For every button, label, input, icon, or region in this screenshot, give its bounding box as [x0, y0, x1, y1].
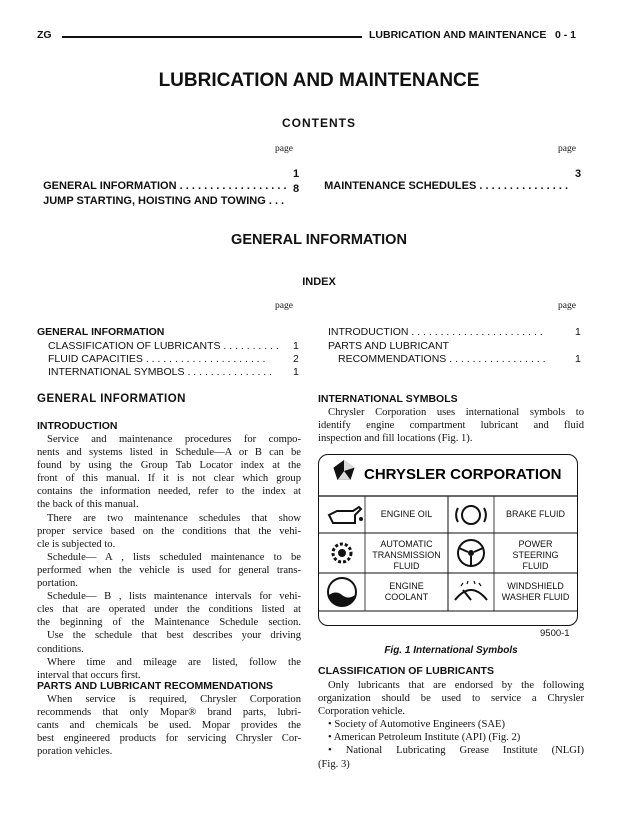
- introduction-text: [37, 433, 301, 682]
- toc-entry-jump-starting[interactable]: JUMP STARTING, HOISTING AND TOWING . . .: [43, 195, 285, 207]
- transmission-gear-icon: [333, 544, 351, 562]
- toc-page-maintenance-schedules: 3: [575, 168, 582, 180]
- index-page-label-right: page: [558, 301, 576, 311]
- left-main-heading: GENERAL INFORMATION: [37, 393, 186, 405]
- text-line: performed when the vehicle is used for general trans-: [37, 564, 301, 576]
- text-line: best engineered products for servicing Chrysler Cor-: [37, 733, 301, 745]
- classification-text: [318, 679, 584, 771]
- index-page-recommendations: 1: [575, 353, 581, 365]
- index-heading: INDEX: [302, 276, 336, 288]
- text-line: inspection and fill locations (Fig. 1).: [318, 433, 473, 445]
- intl-symbols-heading: INTERNATIONAL SYMBOLS: [318, 393, 458, 405]
- text-line: interval that occurs first.: [37, 669, 141, 681]
- label-engine-oil: ENGINE OIL: [380, 509, 433, 519]
- index-entry-international-symbols[interactable]: INTERNATIONAL SYMBOLS . . . . . . . . . . . . . . .: [48, 366, 273, 378]
- text-line: contains the information needed, refer to the index at: [37, 486, 301, 498]
- text-line: Schedule— A , lists scheduled maintenance to be: [47, 551, 301, 563]
- oil-can-icon: [329, 507, 363, 523]
- figure-caption: Fig. 1 International Symbols: [384, 645, 518, 656]
- index-page-fluid-capacities: 2: [293, 353, 299, 365]
- label-engine-coolant: ENGINE COOLANT: [384, 581, 429, 602]
- figure-brand: CHRYSLER CORPORATION: [364, 466, 562, 483]
- toc-entry-general-information[interactable]: GENERAL INFORMATION . . . . . . . . . . . . . . . . . .: [43, 180, 287, 192]
- text-line: Use the schedule that best describes your driving: [47, 630, 301, 642]
- international-symbols-figure: [318, 454, 578, 626]
- steering-wheel-icon: [458, 540, 484, 566]
- label-atf: AUTOMATIC TRANSMISSION FLUID: [372, 539, 441, 571]
- index-page-introduction: 1: [575, 326, 581, 338]
- text-line: Service and maintenance procedures for compo-: [47, 434, 301, 445]
- label-brake-fluid: BRAKE FLUID: [505, 509, 565, 519]
- text-line: cants and chemicals be used. Mopar provides the: [37, 720, 301, 732]
- text-line: the beginning of the Maintenance Schedule section.: [37, 617, 301, 629]
- contents-heading: CONTENTS: [282, 116, 356, 130]
- index-entry-parts-and-lubricant[interactable]: PARTS AND LUBRICANT: [328, 340, 449, 352]
- header-rule: [62, 36, 362, 38]
- text-line: the back of this manual.: [37, 499, 139, 511]
- label-power-steering: POWER STEERING FLUID: [512, 539, 559, 571]
- contents-page-label-left: page: [275, 144, 293, 154]
- text-line: nents and systems listed in Schedule—A or B can be: [37, 447, 301, 459]
- header-page-number: 0 - 1: [555, 29, 577, 41]
- parts-heading: PARTS AND LUBRICANT RECOMMENDATIONS: [37, 680, 274, 692]
- text-line: cles that are operated under the conditions listed at: [37, 604, 301, 616]
- text-line: • American Petroleum Institute (API) (Fig. 2): [328, 732, 521, 744]
- text-line: • National Lubricating Grease Institute (NLGI): [328, 745, 584, 757]
- parts-text: [37, 693, 301, 758]
- text-line: portation.: [37, 578, 78, 590]
- engine-coolant-icon: [328, 578, 356, 606]
- text-line: Chrysler Corporation uses international symbols to: [328, 407, 584, 418]
- text-line: identify engine compartment lubricant and fluid: [318, 420, 584, 432]
- windshield-washer-icon: [455, 581, 487, 600]
- text-line: cle is subjected to.: [37, 538, 116, 550]
- toc-entry-maintenance-schedules[interactable]: MAINTENANCE SCHEDULES . . . . . . . . . . . . . . .: [324, 180, 568, 192]
- text-line: poration vehicles.: [37, 746, 113, 758]
- text-line: Only lubricants that are endorsed by the following: [328, 680, 584, 691]
- intl-symbols-text: [318, 406, 584, 445]
- index-page-international-symbols: 1: [293, 366, 299, 378]
- index-entry-general-information: GENERAL INFORMATION: [37, 326, 165, 338]
- text-line: Schedule— B , lists maintenance intervals for vehi-: [47, 591, 301, 603]
- text-line: front of this manual. If it is not clear which group: [37, 473, 301, 485]
- text-line: • Society of Automotive Engineers (SAE): [328, 719, 506, 731]
- text-line: When service is required, Chrysler Corporation: [47, 694, 301, 705]
- figure-number: 9500-1: [540, 628, 570, 639]
- text-line: There are two maintenance schedules that show: [47, 512, 301, 524]
- index-entry-introduction[interactable]: INTRODUCTION . . . . . . . . . . . . . . . . . . . . . . .: [328, 326, 543, 338]
- page-title: LUBRICATION AND MAINTENANCE: [158, 70, 480, 91]
- text-line: proper service based on the conditions that the vehi-: [37, 525, 301, 537]
- text-line: organization should be used to service a Chrysler: [318, 693, 584, 705]
- introduction-heading: INTRODUCTION: [37, 420, 118, 432]
- index-page-classification: 1: [293, 340, 299, 352]
- header-title: LUBRICATION AND MAINTENANCE: [369, 29, 547, 41]
- text-line: conditions.: [37, 643, 84, 655]
- text-line: found by using the Group Tab Locator index at the: [37, 460, 301, 472]
- index-entry-classification[interactable]: CLASSIFICATION OF LUBRICANTS . . . . . . . . . .: [48, 340, 279, 352]
- section-title: GENERAL INFORMATION: [231, 232, 407, 248]
- index-page-label-left: page: [275, 301, 293, 311]
- index-entry-recommendations[interactable]: RECOMMENDATIONS . . . . . . . . . . . . . . . . .: [338, 353, 546, 365]
- text-line: Corporation vehicle.: [318, 706, 406, 718]
- text-line: Where time and mileage are listed, follow the: [47, 656, 301, 668]
- header-left: ZG: [37, 29, 52, 41]
- toc-page-general-information: 1: [293, 168, 300, 180]
- classification-heading: CLASSIFICATION OF LUBRICANTS: [318, 665, 494, 677]
- index-entry-fluid-capacities[interactable]: FLUID CAPACITIES . . . . . . . . . . . . . . . . . . . . .: [48, 353, 266, 365]
- contents-page-label-right: page: [558, 144, 576, 154]
- brake-fluid-icon: [456, 506, 486, 524]
- text-line: (Fig. 3): [318, 758, 350, 770]
- pentastar-logo-icon: [334, 460, 355, 480]
- label-windshield-washer: WINDSHIELD WASHER FLUID: [501, 581, 570, 602]
- toc-page-jump-starting: 8: [293, 183, 300, 195]
- text-line: recommends that only Mopar® brand parts, lubri-: [37, 707, 301, 719]
